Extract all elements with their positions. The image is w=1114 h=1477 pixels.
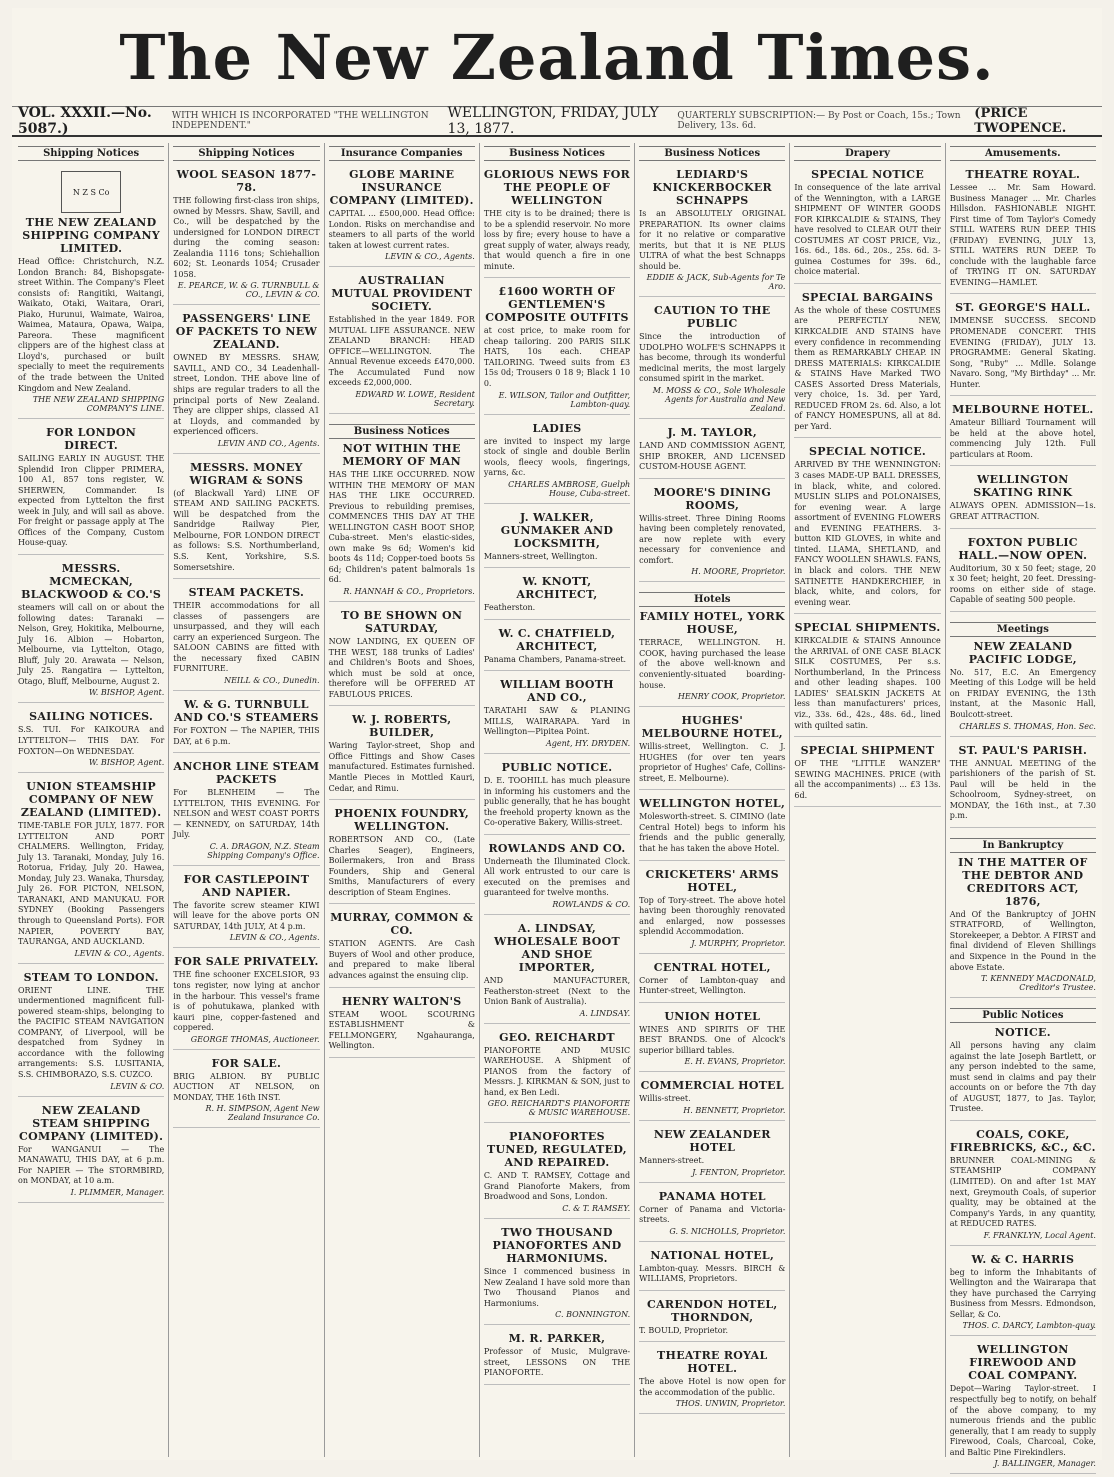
ad-heading: MURRAY, COMMON & CO. xyxy=(330,911,474,938)
advertisement xyxy=(639,1076,785,1121)
section-heading: Drapery xyxy=(794,146,940,161)
ad-signature: R. HANNAH & CO., Proprietors. xyxy=(343,587,475,597)
ad-body: THE city is to be drained; there is to be a splendid reservoir. No more loss by fire; every house to have a great supply of water, always ready, that would quench a fire in one minute. xyxy=(483,209,631,271)
ad-body: THE ANNUAL MEETING of the parishioners of the parish of St. Paul will be held in the Schoolroom, Sydney-street, on MONDAY, the 16th inst., at 7.30 p.m. xyxy=(949,758,1096,821)
advertisement xyxy=(639,165,785,297)
advertisement xyxy=(173,695,319,753)
ad-heading: NEW ZEALAND STEAM SHIPPING COMPANY (LIMITED). xyxy=(19,1103,164,1143)
ad-body: Amateur Billiard Tournament will be held at the above hotel, commencing July 12th. Full particulars at Room. xyxy=(949,418,1096,459)
advertisement xyxy=(950,1002,1096,1121)
ad-signature: J. MURPHY, Proprietor. xyxy=(691,938,786,948)
ad-heading: PIANOFORTES TUNED, REGULATED, AND REPAIRED. xyxy=(487,1130,627,1170)
ad-heading: NOTICE. xyxy=(994,1026,1051,1040)
ad-heading: THEATRE ROYAL HOTEL. xyxy=(657,1349,768,1376)
advertisement xyxy=(484,1329,630,1385)
ad-body: The favorite screw steamer KIWI will leave for the above ports ON SATURDAY, 14th JULY, At 4 p.m. xyxy=(173,900,320,931)
ad-body: Auditorium, 30 x 50 feet; stage, 20 x 30 feet; height, 20 feet. Dressing-rooms on either side of stage. Capable of seating 500 people. xyxy=(949,563,1096,605)
masthead-title: The New Zealand Times. xyxy=(119,20,995,94)
advertisement xyxy=(173,458,319,579)
column-2 xyxy=(169,143,324,1457)
ad-heading: FAMILY HOTEL, YORK HOUSE, xyxy=(639,610,785,637)
advertisement xyxy=(329,418,475,602)
ad-body: KIRKCALDIE & STAINS Announce the ARRIVAL of ONE CASE BLACK SILK COSTUMES, Per s.s. Northumberland, In the Princess and other leading shapes. 100 LADIES' SEALSKIN JACKETS At less than manufacturers' prices, viz., 33s. 6d., 42s., 48s. 6d., lined with quilted satin. xyxy=(794,636,941,730)
ad-body: D. E. TOOHILL has much pleasure in informing his customers and the public generally, that he has bought the freehold property known as the Co-operative Bakery, Willis-street. xyxy=(483,776,631,828)
ad-body: For BLENHEIM — The LYTTELTON, THIS EVENING. For NELSON and WEST COAST PORTS — KENNEDY, on SATURDAY, 14th July. xyxy=(173,788,320,840)
ad-heading: HENRY WALTON'S xyxy=(341,994,462,1008)
ad-body: Corner of Panama and Victoria-streets. xyxy=(639,1204,786,1225)
ad-signature: G. S. NICHOLLS, Proprietor. xyxy=(669,1226,786,1236)
section-heading: Meetings xyxy=(950,622,1096,637)
advertisement xyxy=(950,1250,1096,1337)
advertisement xyxy=(950,400,1096,466)
ad-body: Head Office: Christchurch, N.Z. London Branch: 84, Bishopsgate-street Within. The Company's Fleet consists of: Rangitiki, Waitangi, Waikato, Otaki, Waitara, Orari, Piako, Hurunui, Waimate, Wairoa, Waimea, Mataura, Opawa, Waipa, Pareora. These magnificent clippers are of the highest class at Lloyd's, purchased or built specially to meet the requirements of the trade between the United Kingdom and New Zealand. xyxy=(18,257,165,393)
advertisement xyxy=(639,483,785,583)
ad-signature: H. MOORE, Proprietor. xyxy=(691,567,786,577)
ad-heading: J. M. TAYLOR, xyxy=(667,426,757,440)
ad-signature: A. LINDSAY. xyxy=(579,1008,631,1018)
ad-heading: HUGHES' MELBOURNE HOTEL, xyxy=(641,714,783,741)
ad-heading: TO BE SHOWN ON SATURDAY, xyxy=(341,609,463,636)
ad-signature: LEVIN & CO., Agents. xyxy=(385,252,475,262)
advertisement xyxy=(950,470,1096,528)
ad-signature: EDWARD W. LOWE, Resident Secretary. xyxy=(355,390,475,409)
ad-heading: LEDIARD'S KNICKERBOCKER SCHNAPPS xyxy=(652,168,772,207)
ad-heading: AUSTRALIAN MUTUAL PROVIDENT SOCIETY. xyxy=(331,274,473,314)
section-heading: Business Notices xyxy=(484,146,630,161)
advertisement xyxy=(484,282,630,414)
ad-signature: E. H. EVANS, Proprietor. xyxy=(684,1057,786,1067)
advertisement xyxy=(794,288,940,439)
ad-heading: WELLINGTON HOTEL, xyxy=(639,797,786,811)
subscription-note: QUARTERLY SUBSCRIPTION:— By Post or Coach, 15s.; Town Delivery, 13s. 6d. xyxy=(677,111,961,131)
ad-body: ROBERTSON AND CO., (Late Charles Seager), Engineers, Boilermakers, Iron and Brass Founders, Ship and General Smiths, Manufacturers of every description of Steam Engines. xyxy=(328,835,475,897)
ad-body: Willis-street. Three Dining Rooms having been completely renovated, are now replete with every necessary for convenience and comfort. xyxy=(639,513,786,565)
folio-line xyxy=(12,107,1102,137)
ad-body: Manners-street. xyxy=(639,1155,705,1165)
ad-body: SAILING EARLY IN AUGUST. THE Splendid Iron Clipper PRIMERA, 100 A1, 857 tons register, W. SHERWEN, Commander. Is expected from Lyttelton the first week in July, and will sail as above. For freight or passage apply at The Offices of the Company, Custom House-quay. xyxy=(18,454,165,548)
ad-heading: THE NEW ZEALAND SHIPPING COMPANY LIMITED. xyxy=(22,216,160,255)
incorporation-note: WITH WHICH IS INCORPORATED "THE WELLINGTON INDEPENDENT." xyxy=(171,111,429,131)
ad-signature: ROWLANDS & CO. xyxy=(552,899,631,909)
masthead xyxy=(12,8,1102,107)
advertisement xyxy=(173,1054,319,1129)
ad-heading: CARENDON HOTEL, THORNDON, xyxy=(647,1297,778,1324)
ad-signature: H. BENNETT, Proprietor. xyxy=(683,1105,786,1115)
ad-body: IMMENSE SUCCESS. SECOND PROMENADE CONCERT. THIS EVENING (FRIDAY), JULY 13. PROGRAMME: General Skating. Song, "Ruby" ... Mdlle. Solange Navaro. Song, "My Birthday" ... Mr. Hunter. xyxy=(949,316,1096,389)
ad-heading: PHOENIX FOUNDRY, WELLINGTON. xyxy=(334,807,470,834)
ad-heading: NEW ZEALANDER HOTEL xyxy=(653,1127,771,1154)
advertisement xyxy=(173,870,319,949)
ad-signature: E. PEARCE, W. & G. TURNBULL & CO., LEVIN & CO. xyxy=(177,281,320,300)
ad-body: Waring Taylor-street, Shop and Office Fittings and Show Cases manufactured. Estimates furnished. Mantle Pieces in Mottled Kauri, Cedar, and Rimu. xyxy=(328,741,475,793)
ad-signature: LEVIN & CO., Agents. xyxy=(229,933,320,943)
ad-signature: Agent, HY. DRYDEN. xyxy=(545,739,631,749)
ad-body: Willis-street, Wellington. C. J. HUGHES (for over ten years proprietor of Hughes' Cafe, Collins-street, E. Melbourne). xyxy=(639,742,786,783)
ad-body: steamers will call on or about the following dates: Taranaki — Nelson, Grey, Hokitika, Melbourne, July 16. Albion — Hobarton, Melbourne, via Lyttelton, Otago, Bluff, July 20. Arawata — Nelson, July 25. Rangatira — Lyttelton, Otago, Bluff, Melbourne, August 2. xyxy=(18,603,165,686)
advertisement xyxy=(329,271,475,414)
ad-heading: GEO. REICHARDT xyxy=(499,1030,615,1044)
column-3 xyxy=(325,143,480,1457)
ad-body: at cost price, to make room for cheap tailoring. 200 PARIS SILK HATS, 10s each. CHEAP TAILORING. Tweed suits from £3 15s 0d; Trousers 0 18 9; Black 1 10 0. xyxy=(483,326,631,389)
advertisement xyxy=(639,711,785,790)
advertisement xyxy=(329,908,475,987)
ad-body: Willis-street. xyxy=(639,1094,691,1104)
ad-body: T. BOULD, Proprietor. xyxy=(639,1325,729,1335)
ad-heading: ST. GEORGE'S HALL. xyxy=(955,301,1091,315)
ad-signature: M. MOSS & CO., Sole Wholesale Agents for Australia and New Zealand. xyxy=(652,386,786,414)
advertisement xyxy=(18,559,164,703)
advertisement xyxy=(484,1223,630,1325)
ad-body: ALWAYS OPEN. ADMISSION—1s. GREAT ATTRACTION. xyxy=(949,501,1096,522)
advertisement xyxy=(18,968,164,1097)
section-heading: Insurance Companies xyxy=(329,146,475,161)
ad-body: OF THE "LITTLE WANZER" SEWING MACHINES. PRICE (with all the accompaniments) ... £3 13s. 6d. xyxy=(794,759,941,800)
ad-heading: W. & G. TURNBULL AND CO.'S STEAMERS xyxy=(174,697,319,724)
ad-signature: GEORGE THOMAS, Auctioneer. xyxy=(190,1034,320,1044)
ad-signature: W. BISHOP, Agent. xyxy=(88,758,165,768)
ad-body: LAND AND COMMISSION AGENT, SHIP BROKER, AND LICENSED CUSTOM-HOUSE AGENT. xyxy=(639,441,786,472)
advertisement xyxy=(484,758,630,835)
ad-signature: C. A. DRAGON, N.Z. Steam Shipping Company's Office. xyxy=(207,841,320,860)
advertisement xyxy=(950,832,1096,998)
advertisement xyxy=(484,1028,630,1124)
ad-heading: FOR SALE. xyxy=(211,1056,282,1070)
ad-heading: W. KNOTT, ARCHITECT, xyxy=(516,575,598,602)
column-1 xyxy=(14,143,169,1457)
ad-heading: PANAMA HOTEL xyxy=(658,1189,766,1203)
ad-body: Professor of Music, Mulgrave-street, LESSONS ON THE PIANOFORTE. xyxy=(483,1347,631,1378)
ad-body: BRIG ALBION. BY PUBLIC AUCTION AT NELSON, on MONDAY, THE 16th INST. xyxy=(173,1071,320,1102)
advertisement xyxy=(794,741,940,807)
section-heading: Business Notices xyxy=(639,146,785,161)
ad-signature: LEVIN & CO., Agents. xyxy=(74,948,165,958)
ad-signature: HENRY COOK, Proprietor. xyxy=(677,692,786,702)
advertisement xyxy=(794,618,940,737)
dateline: WELLINGTON, FRIDAY, JULY 13, 1877. xyxy=(447,105,659,137)
ad-body: C. AND T. RAMSEY, Cottage and Grand Pianoforte Makers, from Broadwood and Sons, London. xyxy=(483,1171,631,1202)
section-heading: Public Notices xyxy=(950,1008,1096,1023)
ad-body: Depot—Waring Taylor-street. I respectfully beg to notify, on behalf of the above company, to my numerous friends and the public generally, that I am ready to supply Firewood, Coals, Charcoal, Coke, and Baltic Pine Firekindlers. xyxy=(949,1384,1096,1457)
section-heading: Business Notices xyxy=(329,424,475,439)
ad-heading: W. & C. HARRIS xyxy=(971,1252,1075,1266)
ad-heading: NATIONAL HOTEL, xyxy=(650,1248,775,1262)
ad-signature: I. PLIMMER, Manager. xyxy=(70,1187,165,1197)
advertisement xyxy=(329,606,475,706)
advertisement xyxy=(18,423,164,555)
ad-body: Corner of Lambton-quay and Hunter-street, Wellington. xyxy=(639,975,786,996)
ad-heading: FOR CASTLEPOINT AND NAPIER. xyxy=(183,872,310,899)
ad-heading: GLOBE MARINE INSURANCE COMPANY (LIMITED). xyxy=(329,168,474,207)
ad-body: Top of Tory-street. The above hotel having been thoroughly renovated and enlarged, now possesses splendid Accommodation. xyxy=(639,895,786,937)
advertisement xyxy=(329,165,475,267)
ad-body: Panama Chambers, Panama-street. xyxy=(483,654,627,664)
section-heading: In Bankruptcy xyxy=(950,838,1096,853)
ad-signature: LEVIN & CO. xyxy=(110,1081,165,1091)
ad-signature: THE NEW ZEALAND SHIPPING COMPANY'S LINE. xyxy=(32,395,165,414)
advertisement xyxy=(639,1346,785,1414)
advertisement xyxy=(950,165,1096,294)
ad-heading: TWO THOUSAND PIANOFORTES AND HARMONIUMS. xyxy=(492,1225,622,1265)
ad-body: STATION AGENTS. Are Cash Buyers of Wool and other produce, and prepared to make liberal advances against the ensuing clip. xyxy=(328,939,475,980)
ad-heading: ROWLANDS AND CO. xyxy=(488,841,626,855)
ad-heading: LADIES xyxy=(532,421,582,435)
ad-heading: SPECIAL NOTICE. xyxy=(809,445,927,459)
ad-body: NOW LANDING, EX QUEEN OF THE WEST, 188 trunks of Ladies' and Children's Boots and Shoes, which must be sold at once, therefore will be OFFERED AT FABULOUS PRICES. xyxy=(328,637,475,699)
ad-heading: FOXTON PUBLIC HALL.—NOW OPEN. xyxy=(958,535,1088,562)
ad-signature: E. WILSON, Tailor and Outfitter, Lambton-quay. xyxy=(498,390,631,409)
ad-signature: THOS. C. DARCY, Lambton-quay. xyxy=(962,1321,1096,1331)
ad-body: BRUNNER COAL-MINING & STEAMSHIP COMPANY (LIMITED). On and after 1st MAY next, Greymouth Coals, of superior quality, may be obtained at the Company's Yards, in any quantity, at REDUCED RATES. xyxy=(949,1155,1096,1229)
section-heading: Shipping Notices xyxy=(173,146,319,161)
ad-heading: GLORIOUS NEWS FOR THE PEOPLE OF WELLINGTON xyxy=(483,168,631,207)
ad-heading: UNION STEAMSHIP COMPANY OF NEW ZEALAND (LIMITED). xyxy=(20,780,162,820)
ad-heading: W. C. CHATFIELD, ARCHITECT, xyxy=(498,626,616,653)
advertisement xyxy=(950,533,1096,612)
advertisement xyxy=(484,165,630,278)
column-6 xyxy=(790,143,945,1457)
ad-heading: W. J. ROBERTS, BUILDER, xyxy=(351,713,452,740)
advertisement xyxy=(484,919,630,1024)
ad-heading: CRICKETERS' ARMS HOTEL, xyxy=(645,867,779,894)
ad-signature: EDDIE & JACK, Sub-Agents for Te Aro. xyxy=(646,273,786,292)
ad-heading: WELLINGTON FIREWOOD AND COAL COMPANY. xyxy=(968,1343,1078,1383)
ad-heading: MOORE'S DINING ROOMS, xyxy=(653,485,772,512)
ad-heading: MESSRS. MCMECKAN, BLACKWOOD & CO.'S xyxy=(21,562,162,602)
column-7 xyxy=(946,143,1100,1469)
advertisement xyxy=(18,707,164,773)
ad-body: (of Blackwall Yard) LINE OF STEAM AND SAILING PACKETS. Will be despatched from the Sandridge Railway Pier, Melbourne, FOR LONDON DIRECT as follows: S.S. Northumberland, S.S. Kent, Yorkshire, S.S. Somersetshire. xyxy=(173,488,320,572)
ad-heading: NEW ZEALAND PACIFIC LODGE, xyxy=(968,639,1077,666)
ad-body: S.S. TUI. For KAIKOURA and LYTTELTON— THIS DAY. For FOXTON—On WEDNESDAY. xyxy=(18,725,165,756)
advertisement xyxy=(639,301,785,419)
ad-heading: ST. PAUL'S PARISH. xyxy=(958,743,1088,757)
ad-body: PIANOFORTE AND MUSIC WAREHOUSE. A Shipment of PIANOS from the factory of Messrs. J. KIRKMAN & SON, just to hand, ex Ben Ledi. xyxy=(483,1045,631,1097)
ad-signature: J. FENTON, Proprietor. xyxy=(692,1167,786,1177)
ad-heading: WELLINGTON SKATING RINK xyxy=(973,473,1073,500)
advertisement xyxy=(329,710,475,800)
ad-heading: THEATRE ROYAL. xyxy=(965,168,1081,181)
ad-heading: IN THE MATTER OF THE DEBTOR AND CREDITORS ACT, 1876, xyxy=(958,855,1088,908)
ad-heading: SAILING NOTICES. xyxy=(29,710,154,724)
ad-body: The above Hotel is now open for the accommodation of the public. xyxy=(639,1377,786,1397)
ad-body: are invited to inspect my large stock of single and double Berlin wools, fleecy wools, fingerings, yarns, &c. xyxy=(483,436,631,478)
ad-body: Is an ABSOLUTELY ORIGINAL PREPARATION. Its owner claims for it no relative or comparative merits, but that it is NE PLUS ULTRA of what the best Schnapps should be. xyxy=(639,209,786,271)
column-4 xyxy=(480,143,635,1457)
advertisement xyxy=(329,992,475,1058)
ad-body: Molesworth-street. S. CIMINO (late Central Hotel) begs to inform his friends and the public generally, that he has taken the above Hotel. xyxy=(639,812,786,853)
ad-signature: THOS. UNWIN, Proprietor. xyxy=(675,1399,786,1409)
ad-signature: NEILL & CO., Dunedin. xyxy=(224,675,320,685)
advertisement xyxy=(639,423,785,479)
ad-signature: T. KENNEDY MACDONALD, Creditor's Trustee. xyxy=(981,974,1096,993)
advertisement xyxy=(639,1187,785,1242)
advertisement xyxy=(484,1127,630,1219)
ad-heading: SPECIAL SHIPMENT xyxy=(800,744,935,758)
ad-heading: STEAM TO LONDON. xyxy=(23,970,159,984)
advertisement xyxy=(950,741,1096,828)
ad-signature: GEO. REICHARDT'S PIANOFORTE & MUSIC WAREHOUSE. xyxy=(487,1099,631,1118)
advertisement xyxy=(639,1246,785,1291)
ad-body: CAPITAL ... £500,000. Head Office: London. Risks on merchandise and steamers to all parts of the world taken at lowest current rates. xyxy=(328,209,475,250)
ad-body: STEAM WOOL SCOURING ESTABLISHMENT & FELLMONGERY, Ngahauranga, Wellington. xyxy=(328,1009,475,1051)
ad-body: AND MANUFACTURER, Featherston-street (Next to the Union Bank of Australia). xyxy=(483,975,631,1007)
advertisement xyxy=(173,309,319,453)
ad-body: For FOXTON — The NAPIER, THIS DAY, at 6 p.m. xyxy=(173,725,320,746)
advertisement xyxy=(484,624,630,672)
advertisement xyxy=(173,757,319,866)
advertisement xyxy=(950,1125,1096,1246)
advertisement xyxy=(173,165,319,305)
ad-signature: LEVIN AND CO., Agents. xyxy=(217,438,320,448)
ad-heading: PASSENGERS' LINE OF PACKETS TO NEW ZEALAND. xyxy=(175,312,318,352)
advertisement xyxy=(639,586,785,707)
ad-body: TERRACE, WELLINGTON. H. COOK, having purchased the lease of the above well-known and conveniently-situated boarding-house. xyxy=(639,638,786,690)
section-heading: Hotels xyxy=(639,592,785,607)
ad-heading: M. R. PARKER, xyxy=(508,1332,606,1346)
advertisement xyxy=(18,1101,164,1203)
ad-body: OWNED BY MESSRS. SHAW, SAVILL, AND CO., 34 Leadenhall-street, London. THE above line of ships are regular traders to all the principal ports of New Zealand. They are clipper ships, classed A1 at Lloyds, and commanded by experienced officers. xyxy=(173,353,320,437)
ad-heading: UNION HOTEL xyxy=(664,1009,761,1023)
advertisement xyxy=(484,572,630,620)
advertisement xyxy=(639,865,785,954)
advertisement xyxy=(173,952,319,1049)
advertisement xyxy=(950,1340,1096,1474)
ad-heading: SPECIAL BARGAINS xyxy=(801,290,934,304)
ad-signature: R. H. SIMPSON, Agent New Zealand Insurance Co. xyxy=(205,1104,320,1123)
advertisement xyxy=(639,1007,785,1073)
ad-body: WINES AND SPIRITS OF THE BEST BRANDS. One of Alcock's superior billiard tables. xyxy=(639,1024,786,1055)
advertisement xyxy=(794,442,940,614)
ad-body: THEIR accommodations for all classes of passengers are unsurpassed, and they will each carry an experienced Surgeon. The SALOON CABINS are fitted with the necessary fixed CABIN FURNITURE. xyxy=(173,601,320,674)
ad-body: THE following first-class iron ships, owned by Messrs. Shaw, Savill, and Co., will be despatched by the undersigned for LONDON DIRECT during the coming season: Zealandia 1116 tons; Schiehallion 602; St. Leonards 1054; Crusader 1058. xyxy=(173,196,320,279)
ad-heading: NOT WITHIN THE MEMORY OF MAN xyxy=(342,442,462,469)
advertisement xyxy=(484,839,630,915)
ad-heading: ANCHOR LINE STEAM PACKETS xyxy=(173,760,320,787)
advertisement xyxy=(18,165,164,419)
advertisement xyxy=(484,508,630,569)
advertisement xyxy=(18,777,164,964)
ad-heading: COALS, COKE, FIREBRICKS, &C., &C. xyxy=(949,1127,1096,1154)
ad-body: TIME-TABLE FOR JULY, 1877. FOR LYTTELTON AND PORT CHALMERS. Wellington, Friday, July 13. Taranaki, Monday, July 16. Rotorua, Friday, July 20. Hawea, Monday, July 23. Wanaka, Thursday, July 26. FOR PICTON, NELSON, TARANAKI, AND MANUKAU. FOR SYDNEY (Booking Passengers through to Queensland Ports). FOR NAPIER, POVERTY BAY, TAURANGA, AND AUCKLAND. xyxy=(18,821,165,947)
ad-signature: CHARLES S. THOMAS, Hon. Sec. xyxy=(959,721,1096,731)
volume-number: VOL. XXXII.—No. 5087.) xyxy=(18,105,152,137)
advertisement xyxy=(639,794,785,860)
ad-body: Lessee ... Mr. Sam Howard. Business Manager ... Mr. Charles Hillsdon. FASHIONABLE NIGHT. First time of Tom Taylor's Comedy STILL WATERS RUN DEEP. THIS (FRIDAY) EVENING, JULY 13, STILL WATERS RUN DEEP. To conclude with the laughable farce of TRYING IT ON. SATURDAY EVENING—HAMLET. xyxy=(949,183,1096,287)
advertisement xyxy=(639,1295,785,1343)
ad-heading: MELBOURNE HOTEL. xyxy=(952,403,1094,417)
ad-heading: CENTRAL HOTEL, xyxy=(653,960,771,974)
ad-heading: WILLIAM BOOTH AND CO., xyxy=(500,678,614,705)
ad-body: And Of the Bankruptcy of JOHN STRATFORD, of Wellington, Storekeeper, a Debtor. A FIRST and final dividend of Eleven Shillings and Sixpence in the Pound in the above Estate. xyxy=(949,909,1096,972)
columns xyxy=(12,137,1102,1469)
ad-heading: A. LINDSAY, WHOLESALE BOOT AND SHOE IMPORTER, xyxy=(494,921,620,974)
ad-signature: CHARLES AMBROSE, Guelph House, Cuba-street. xyxy=(508,479,631,498)
advertisement xyxy=(639,958,785,1003)
ad-body: In consequence of the late arrival of the Wennington, with a LARGE SHIPMENT OF WINTER GOODS FOR KIRKCALDIE & STAINS, They have resolved to CLEAR OUT their COSTUMES AT COST PRICE, Viz., 16s. 6d., 18s. 6d., 20s., 25s. 6d. 3-guinea Costumes for 39s. 6d., choice material. xyxy=(794,183,941,277)
column-5 xyxy=(635,143,790,1457)
ad-body: Established in the year 1849. FOR MUTUAL LIFE ASSURANCE. NEW ZEALAND BRANCH: HEAD OFFICE—WELLINGTON. The Annual Revenue exceeds £470,000. The Accumulated Fund now exceeds £2,000,000. xyxy=(328,315,475,388)
ad-body: Underneath the Illuminated Clock. All work entrusted to our care is executed on the premises and guaranteed for twelve months. xyxy=(483,856,631,898)
section-heading: Shipping Notices xyxy=(18,146,164,161)
advertisement xyxy=(950,616,1096,737)
ad-signature: F. FRANKLYN, Local Agent. xyxy=(983,1230,1096,1240)
ad-body: Since I commenced business in New Zealand I have sold more than Two Thousand Pianos and Harmoniums. xyxy=(483,1266,631,1308)
ad-heading: £1600 WORTH OF GENTLEMEN'S COMPOSITE OUTFITS xyxy=(485,285,629,325)
advertisement xyxy=(173,583,319,691)
section-heading: Amusements. xyxy=(950,146,1096,161)
ad-heading: MESSRS. MONEY WIGRAM & SONS xyxy=(189,460,304,487)
ad-heading: STEAM PACKETS. xyxy=(188,586,305,600)
price: (PRICE TWOPENCE. xyxy=(974,106,1067,136)
ad-signature: W. BISHOP, Agent. xyxy=(88,688,165,698)
ad-body: beg to inform the Inhabitants of Wellington and the Wairarapa that they have purchased the Carrying Business from Messrs. Edmondson, Sellar, & Co. xyxy=(949,1267,1096,1319)
ad-body: HAS THE LIKE OCCURRED. NOW WITHIN THE MEMORY OF MAN HAS THE LIKE OCCURRED. Previous to rebuilding premises, COMMENCES THIS DAY AT THE WELLINGTON CASH BOOT SHOP, Cuba-street. Men's elastic-sides, own make 9s 6d; Women's kid boots 4s 11d; Copper-toed boots 5s 6d; Children's patent balmorals 1s 6d. xyxy=(328,470,475,585)
ad-body: ARRIVED BY THE WENNINGTON: 3 cases MADE-UP BALL DRESSES, in black, white, and colored. MUSLIN SLIPS and POLONAISES, for evening wear. A large assortment of EVENING FLOWERS and EVENING FEATHERS. 3-button KID GLOVES, in white and tinted. LLAMA, SHETLAND, and FANCY WOOLLEN SHAWLS. FANS, in black and colors. THE NEW SATINETTE HANDKERCHIEF, in black, white, and colors, for evening wear. xyxy=(794,460,941,607)
advertisement xyxy=(639,1125,785,1183)
newspaper-page xyxy=(12,8,1102,1469)
ad-heading: FOR LONDON DIRECT. xyxy=(46,426,137,453)
ad-signature: J. BALLINGER, Manager. xyxy=(994,1459,1096,1469)
ad-heading: SPECIAL NOTICE xyxy=(811,168,924,181)
advertisement xyxy=(484,419,630,504)
ad-body: THE fine schooner EXCELSIOR, 93 tons register, now lying at anchor in the harbour. This vessel's frame is of pohutukawa, planked with kauri pine, copper-fastened and coppered. xyxy=(173,970,320,1033)
ad-heading: J. WALKER, GUNMAKER AND LOCKSMITH, xyxy=(500,510,614,550)
company-flag-logo: N Z S Co xyxy=(61,171,121,213)
ad-body: Featherston. xyxy=(483,603,536,613)
ad-body: As the whole of these COSTUMES are PERFECTLY NEW, KIRKCALDIE AND STAINS have every confidence in recommending them as REMARKABLY CHEAP. IN DRESS MATERIALS: KIRKCALDIE & STAINS Have Marked TWO CASES Assorted Dress Materials, very choice, 1s. 3d. per Yard, REDUCED FROM 2s. 6d. Also, a lot of FANCY HOMESPUNS, all at 8d. per Yard. xyxy=(794,305,941,431)
ad-heading: CAUTION TO THE PUBLIC xyxy=(654,304,771,331)
ad-body: Since the introduction of UDOLPHO WOLFE'S SCHNAPPS it has become, through its wonderful medicinal merits, the most largely consumed spirit in the market. xyxy=(639,332,786,384)
ad-heading: SPECIAL SHIPMENTS. xyxy=(794,621,941,635)
advertisement xyxy=(950,298,1096,396)
ad-signature: C. & T. RAMSEY. xyxy=(562,1203,631,1213)
ad-body: For WANGANUI — The MANAWATU, THIS DAY, at 6 p.m. For NAPIER — The STORMBIRD, on MONDAY, at 10 a.m. xyxy=(18,1144,165,1186)
ad-body: All persons having any claim against the late Joseph Bartlett, or any person indebted to the same, must send in claims and pay their accounts on or before the 7th day of AUGUST, 1877, to Jas. Taylor, Trustee. xyxy=(949,1041,1096,1114)
ad-body: No. 517, E.C. An Emergency Meeting of this Lodge will be held on FRIDAY EVENING, the 13th instant, at the Masonic Hall, Boulcott-street. xyxy=(949,667,1096,719)
advertisement xyxy=(484,675,630,754)
ad-body: ORIENT LINE. THE undermentioned magnificent full-powered steam-ships, belonging to the PACIFIC STEAM NAVIGATION COMPANY, of Liverpool, will be despatched from Sydney in accordance with the following arrangements: S.S. LUSITANIA, S.S. CHIMBORAZO, S.S. CUZCO. xyxy=(18,985,165,1079)
ad-body: Lambton-quay. Messrs. BIRCH & WILLIAMS, Proprietors. xyxy=(639,1263,786,1284)
advertisement xyxy=(329,804,475,904)
ad-heading: WOOL SEASON 1877-78. xyxy=(176,168,317,194)
ad-heading: COMMERCIAL HOTEL xyxy=(640,1079,784,1093)
ad-body: TARATAHI SAW & PLANING MILLS, WAIRARAPA. Yard in Wellington—Pipitea Point. xyxy=(483,706,631,737)
ad-body: Manners-street, Wellington. xyxy=(483,551,598,561)
ad-signature: C. BONNINGTON. xyxy=(555,1310,631,1320)
advertisement xyxy=(794,165,940,284)
ad-heading: PUBLIC NOTICE. xyxy=(501,761,613,775)
ad-heading: FOR SALE PRIVATELY. xyxy=(174,955,319,969)
